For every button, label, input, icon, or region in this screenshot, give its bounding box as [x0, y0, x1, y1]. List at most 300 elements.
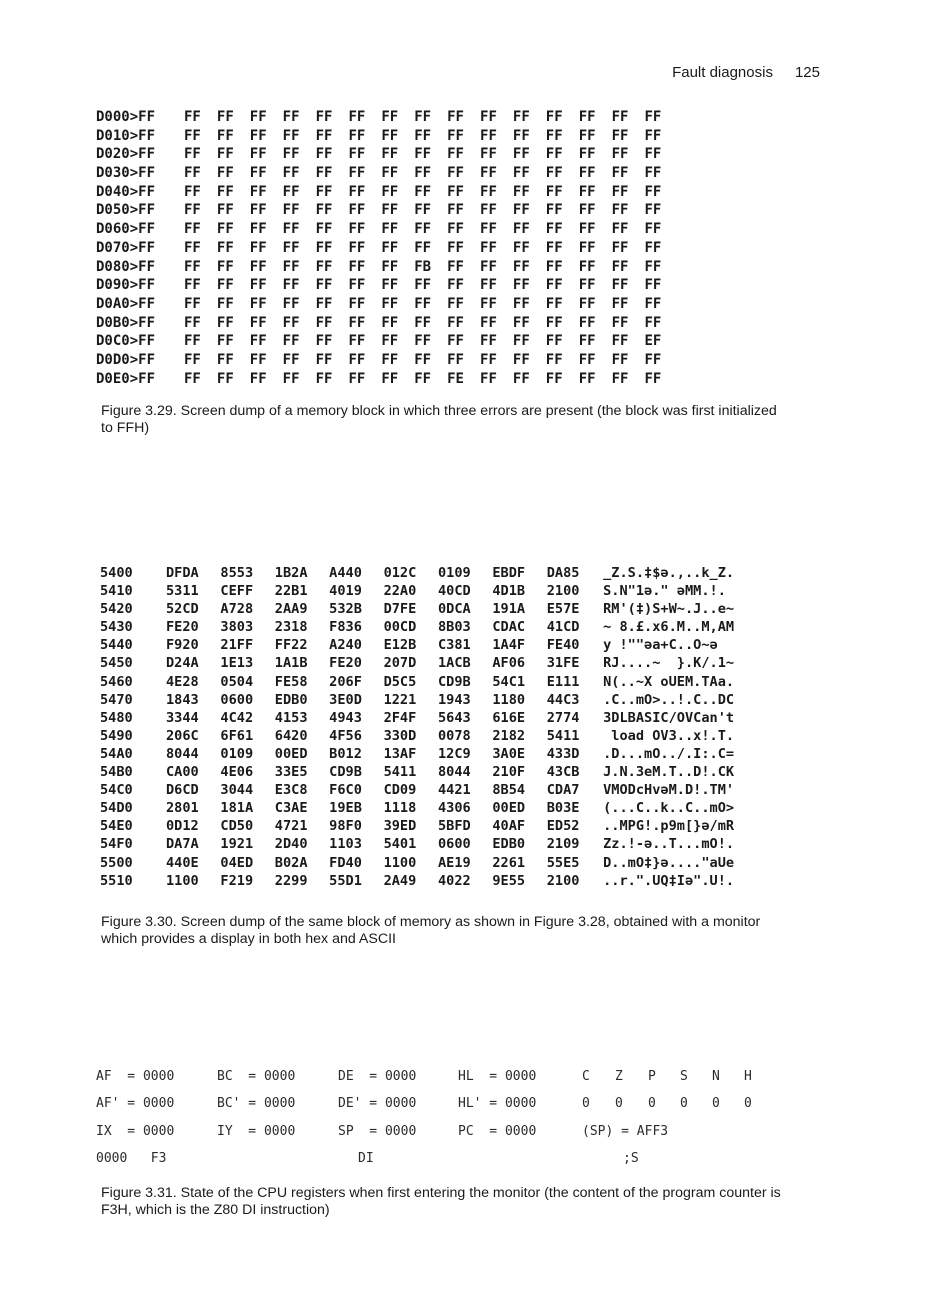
- dump-word: 210F: [492, 764, 526, 781]
- dump-byte: FF: [216, 351, 234, 368]
- dump-word: 12C9: [437, 745, 471, 762]
- dump-word: 4306: [437, 800, 471, 817]
- dump-byte: FF: [282, 295, 300, 312]
- dump-word: DFDA: [166, 565, 199, 581]
- dump-byte: FF: [447, 258, 464, 275]
- dump-word: 2AA9: [274, 601, 308, 618]
- dump-word: 1100: [383, 854, 417, 871]
- dump-byte: FF: [611, 221, 629, 238]
- dump-word: 5411: [546, 727, 580, 744]
- dump-byte: FF: [578, 165, 596, 182]
- dump-ascii: y !""əa+C..O~ə: [603, 637, 718, 654]
- dump-ascii: RM'(‡)S+W~.J..e~: [603, 601, 735, 618]
- dump-byte: FF: [545, 109, 563, 125]
- dump-row: [100, 618, 734, 636]
- dump-byte: FF: [249, 351, 267, 368]
- dump-word: 1843: [166, 691, 199, 708]
- register-cell: 0: [582, 1096, 590, 1112]
- dump-byte: FF: [611, 333, 629, 350]
- dump-word: 1A1B: [274, 655, 308, 672]
- dump-byte: FF: [216, 239, 234, 256]
- register-cell: PC = 0000: [458, 1123, 537, 1139]
- dump-byte: FF: [414, 239, 432, 256]
- dump-word: FE20: [329, 655, 362, 672]
- dump-word: 4721: [274, 818, 308, 835]
- dump-word: 00ED: [274, 745, 308, 762]
- dump-word: 1100: [166, 872, 199, 889]
- dump-byte: FF: [414, 295, 432, 312]
- dump-byte: FF: [545, 183, 563, 200]
- dump-word: 44C3: [546, 691, 580, 708]
- dump-byte: FF: [611, 314, 629, 331]
- dump-byte: FF: [414, 221, 432, 238]
- dump-byte: FF: [381, 165, 399, 182]
- dump-byte: FF: [578, 351, 596, 368]
- dump-byte: FF: [249, 314, 267, 331]
- dump-byte: FF: [315, 221, 333, 238]
- dump-byte: FF: [216, 295, 234, 312]
- dump-byte: FF: [644, 221, 662, 238]
- dump-word: 1ACB: [437, 655, 471, 672]
- dump-byte: FF: [249, 183, 267, 200]
- dump-row: [100, 763, 734, 781]
- dump-byte: FF: [414, 127, 432, 144]
- dump-byte: FF: [512, 127, 530, 144]
- dump-word: 181A: [220, 800, 254, 817]
- dump-address: D060>FF: [96, 221, 156, 238]
- dump-word: 433D: [546, 745, 580, 762]
- dump-byte: FF: [578, 202, 596, 219]
- dump-row: [100, 835, 734, 853]
- dump-word: 39ED: [383, 818, 417, 835]
- dump-ascii: .C..mO>..!.C..DC: [603, 691, 735, 708]
- dump-byte: FF: [611, 258, 629, 275]
- dump-row: [100, 781, 734, 799]
- dump-byte: FF: [315, 370, 333, 387]
- dump-word: 98F0: [329, 818, 362, 835]
- dump-word: DA85: [546, 565, 580, 581]
- dump-address: 54F0: [100, 836, 133, 853]
- dump-byte: FF: [381, 351, 399, 368]
- dump-byte: FF: [545, 351, 563, 368]
- dump-word: 5411: [383, 764, 417, 781]
- dump-address: D030>FF: [96, 165, 156, 182]
- register-cell: H: [744, 1069, 752, 1084]
- dump-address: 5500: [100, 854, 133, 871]
- dump-byte: FF: [184, 127, 201, 144]
- dump-row: [100, 854, 734, 872]
- dump-ascii: J.N.3eM.T..D!.CK: [603, 764, 735, 781]
- dump-byte: FF: [216, 109, 234, 125]
- dump-address: D080>FF: [96, 258, 156, 275]
- dump-byte: FF: [611, 277, 629, 294]
- dump-byte: FF: [348, 351, 366, 368]
- dump-word: B02A: [274, 854, 308, 871]
- dump-word: 6420: [274, 727, 308, 744]
- memory-dump-hex: [96, 108, 677, 388]
- dump-byte: FF: [249, 165, 267, 182]
- dump-byte: FF: [381, 239, 399, 256]
- dump-byte: FF: [545, 239, 563, 256]
- dump-byte: FF: [216, 314, 234, 331]
- dump-byte: FF: [381, 183, 399, 200]
- dump-byte: FF: [578, 370, 596, 387]
- dump-address: D040>FF: [96, 183, 156, 200]
- dump-word: C3AE: [274, 800, 308, 817]
- dump-ascii: load OV3..x!.T.: [603, 727, 735, 744]
- dump-word: 52CD: [166, 601, 199, 618]
- dump-byte: FF: [578, 277, 596, 294]
- dump-byte: FF: [545, 165, 563, 182]
- dump-word: CA00: [166, 764, 199, 781]
- dump-word: F920: [166, 637, 199, 654]
- dump-byte: FF: [348, 109, 366, 125]
- dump-address: 5440: [100, 637, 133, 654]
- dump-byte: FF: [184, 333, 201, 350]
- dump-row: [96, 183, 677, 202]
- dump-word: A440: [329, 565, 362, 581]
- dump-byte: FF: [578, 221, 596, 238]
- dump-byte: FF: [249, 370, 267, 387]
- dump-word: E3C8: [274, 782, 308, 799]
- dump-byte: FF: [414, 277, 432, 294]
- dump-byte: FF: [184, 370, 201, 387]
- dump-byte: FF: [480, 351, 497, 368]
- dump-word: 4D1B: [492, 583, 526, 600]
- dump-word: CEFF: [220, 583, 254, 600]
- dump-word: 191A: [492, 601, 526, 618]
- dump-byte: FF: [348, 239, 366, 256]
- dump-byte: FF: [216, 183, 234, 200]
- dump-address: 5420: [100, 601, 133, 618]
- dump-byte: FF: [545, 127, 563, 144]
- register-cell: ;S: [623, 1150, 639, 1166]
- dump-byte: FF: [315, 239, 333, 256]
- dump-byte: FF: [348, 165, 366, 182]
- dump-byte: FF: [381, 277, 399, 294]
- dump-word: D7FE: [383, 601, 417, 618]
- dump-word: 4019: [329, 583, 362, 600]
- dump-byte: FF: [611, 239, 629, 256]
- dump-byte: FF: [447, 165, 464, 182]
- register-cell: HL' = 0000: [458, 1096, 537, 1112]
- memory-dump-hex-ascii: [100, 564, 734, 890]
- dump-byte: FF: [480, 202, 497, 219]
- dump-byte: FF: [480, 277, 497, 294]
- dump-byte: FF: [381, 146, 399, 163]
- dump-byte: FF: [381, 370, 399, 387]
- dump-word: D5C5: [383, 673, 417, 690]
- dump-byte: FF: [184, 277, 201, 294]
- dump-byte: FF: [447, 295, 464, 312]
- dump-byte: FF: [644, 109, 662, 125]
- dump-word: 3803: [220, 619, 254, 636]
- dump-address: 54B0: [100, 764, 133, 781]
- dump-byte: FF: [282, 351, 300, 368]
- dump-address: 5410: [100, 583, 133, 600]
- dump-word: FE20: [166, 619, 199, 636]
- dump-address: 5430: [100, 619, 133, 636]
- dump-byte: FF: [348, 127, 366, 144]
- dump-byte: FF: [447, 127, 464, 144]
- dump-byte: FF: [216, 333, 234, 350]
- dump-row: [96, 164, 677, 183]
- dump-word: 41CD: [546, 619, 580, 636]
- dump-byte: FF: [545, 295, 563, 312]
- dump-word: 2109: [546, 836, 580, 853]
- dump-word: FE58: [274, 673, 308, 690]
- dump-byte: FF: [447, 239, 464, 256]
- dump-byte: FF: [282, 239, 300, 256]
- register-cell: 0000 F3: [96, 1150, 167, 1166]
- dump-row: [100, 872, 734, 890]
- dump-word: CDAC: [492, 619, 526, 636]
- register-row: [96, 1145, 796, 1172]
- dump-byte: FF: [611, 127, 629, 144]
- dump-byte: FF: [282, 109, 300, 125]
- dump-row: [100, 745, 734, 763]
- register-row: [96, 1063, 796, 1090]
- dump-row: [96, 370, 677, 389]
- dump-byte: FF: [348, 333, 366, 350]
- dump-row: [96, 201, 677, 220]
- dump-word: 1180: [492, 691, 526, 708]
- dump-ascii: _Z.S.‡$ə.,..k_Z.: [603, 565, 735, 581]
- dump-byte: FF: [184, 258, 201, 275]
- dump-word: 2774: [546, 709, 580, 726]
- dump-word: 2100: [546, 583, 580, 600]
- register-cell: HL = 0000: [458, 1069, 537, 1084]
- dump-row: [100, 817, 734, 835]
- dump-byte: FF: [480, 295, 497, 312]
- dump-byte: FF: [480, 146, 497, 163]
- dump-address: D010>FF: [96, 127, 156, 144]
- dump-row: [96, 239, 677, 258]
- dump-word: 3A0E: [492, 745, 526, 762]
- dump-byte: FF: [480, 314, 497, 331]
- register-cell: N: [712, 1069, 720, 1084]
- dump-ascii: D..mO‡}ə...."aUe: [603, 854, 735, 871]
- dump-byte: FF: [315, 146, 333, 163]
- dump-word: 19EB: [329, 800, 362, 817]
- dump-word: 1A4F: [492, 637, 526, 654]
- dump-word: 04ED: [220, 854, 254, 871]
- dump-byte: FF: [282, 333, 300, 350]
- dump-byte: FF: [545, 202, 563, 219]
- dump-word: 43CB: [546, 764, 580, 781]
- dump-address: D0C0>FF: [96, 333, 156, 350]
- dump-word: 206F: [329, 673, 362, 690]
- dump-word: 1943: [437, 691, 471, 708]
- register-row: [96, 1118, 796, 1145]
- dump-word: 0D12: [166, 818, 199, 835]
- dump-byte: FF: [381, 202, 399, 219]
- dump-word: 3E0D: [329, 691, 362, 708]
- dump-word: A240: [329, 637, 362, 654]
- dump-byte: FF: [512, 295, 530, 312]
- dump-byte: FF: [249, 127, 267, 144]
- dump-byte: FF: [249, 239, 267, 256]
- dump-byte: FF: [184, 221, 201, 238]
- dump-ascii: S.N"1ə." əMM.!.: [603, 583, 726, 600]
- dump-byte: FF: [414, 202, 432, 219]
- dump-byte: FF: [512, 202, 530, 219]
- dump-row: [100, 673, 734, 691]
- dump-word: 4022: [437, 872, 471, 889]
- dump-byte: FF: [414, 109, 432, 125]
- dump-byte: FF: [512, 351, 530, 368]
- dump-word: 40CD: [437, 583, 471, 600]
- dump-row: [100, 727, 734, 745]
- dump-byte: FF: [644, 239, 662, 256]
- dump-word: DA7A: [166, 836, 199, 853]
- dump-byte: FF: [249, 333, 267, 350]
- dump-byte: FF: [315, 127, 333, 144]
- dump-byte: FF: [447, 314, 464, 331]
- dump-row: [96, 258, 677, 277]
- dump-byte: FF: [644, 370, 662, 387]
- dump-ascii: ..r.".UQ‡Iə".U!.: [603, 872, 735, 889]
- dump-byte: FF: [184, 165, 201, 182]
- dump-word: 9E55: [492, 872, 526, 889]
- dump-byte: FF: [414, 146, 432, 163]
- dump-byte: FF: [611, 202, 629, 219]
- dump-byte: FF: [512, 314, 530, 331]
- dump-word: 4F56: [329, 727, 362, 744]
- dump-byte: FF: [216, 221, 234, 238]
- dump-address: 54C0: [100, 782, 133, 799]
- register-cell: DE' = 0000: [338, 1096, 417, 1112]
- register-cell: BC = 0000: [217, 1069, 296, 1084]
- dump-ascii: 3DLBASIC/OVCan't: [603, 709, 735, 726]
- dump-word: 22A0: [383, 583, 417, 600]
- dump-word: 0109: [220, 745, 254, 762]
- dump-word: 4C42: [220, 709, 254, 726]
- dump-ascii: Zz.!-ə..T...mO!.: [603, 836, 735, 853]
- dump-byte: FF: [578, 258, 596, 275]
- dump-byte: FF: [447, 277, 464, 294]
- register-cell: DI: [358, 1150, 374, 1166]
- dump-word: D6CD: [166, 782, 199, 799]
- dump-word: CD9B: [437, 673, 471, 690]
- register-cell: IY = 0000: [217, 1123, 296, 1139]
- page-number: 125: [794, 64, 820, 81]
- dump-byte: FF: [282, 146, 300, 163]
- register-cell: 0: [680, 1096, 688, 1112]
- dump-byte: FF: [282, 277, 300, 294]
- dump-word: F6C0: [329, 782, 362, 799]
- dump-byte: FF: [216, 165, 234, 182]
- dump-word: FD40: [329, 854, 362, 871]
- dump-byte: FF: [348, 370, 366, 387]
- dump-word: 5311: [166, 583, 199, 600]
- dump-byte: FF: [249, 277, 267, 294]
- dump-byte: FF: [249, 295, 267, 312]
- dump-byte: FF: [611, 183, 629, 200]
- dump-byte: FF: [545, 314, 563, 331]
- dump-byte: FF: [644, 351, 662, 368]
- dump-word: CDA7: [546, 782, 580, 799]
- dump-byte: FF: [447, 146, 464, 163]
- dump-byte: FF: [282, 183, 300, 200]
- dump-address: 5490: [100, 727, 133, 744]
- dump-byte: FF: [381, 333, 399, 350]
- dump-word: E57E: [546, 601, 580, 618]
- dump-address: D000>FF: [96, 109, 156, 125]
- dump-byte: FF: [512, 183, 530, 200]
- dump-byte: FF: [512, 333, 530, 350]
- dump-address: D020>FF: [96, 146, 156, 163]
- dump-word: 21FF: [220, 637, 254, 654]
- dump-address: 5400: [100, 565, 133, 581]
- dump-byte: FF: [578, 127, 596, 144]
- dump-byte: FF: [381, 109, 399, 125]
- dump-byte: FF: [512, 258, 530, 275]
- dump-byte: FF: [216, 146, 234, 163]
- dump-word: 4E06: [220, 764, 254, 781]
- dump-word: 8044: [166, 745, 199, 762]
- dump-byte: FF: [282, 221, 300, 238]
- dump-word: 5643: [437, 709, 471, 726]
- dump-byte: FF: [315, 183, 333, 200]
- dump-word: 5401: [383, 836, 417, 853]
- dump-row: [96, 295, 677, 314]
- dump-byte: FF: [348, 183, 366, 200]
- dump-word: A728: [220, 601, 254, 618]
- dump-byte: FF: [611, 295, 629, 312]
- dump-word: AF06: [492, 655, 526, 672]
- dump-word: 5BFD: [437, 818, 471, 835]
- dump-word: 1103: [329, 836, 362, 853]
- running-head: [672, 64, 820, 81]
- dump-word: D24A: [166, 655, 199, 672]
- dump-ascii: N(..~X oUEM.TAa.: [603, 673, 735, 690]
- dump-byte: FF: [282, 314, 300, 331]
- dump-byte: FF: [184, 295, 201, 312]
- dump-byte: FF: [447, 183, 464, 200]
- figure-3-30-caption: Figure 3.30. Screen dump of the same block of memory as shown in Figure 3.28, obtained with a monitor which provides a display in both hex and ASCII: [101, 914, 761, 947]
- dump-byte: FF: [512, 277, 530, 294]
- dump-byte: FF: [578, 146, 596, 163]
- register-cell: C: [582, 1069, 590, 1084]
- dump-byte: FF: [578, 239, 596, 256]
- dump-byte: FF: [611, 146, 629, 163]
- dump-word: 330D: [383, 727, 417, 744]
- dump-byte: FF: [512, 146, 530, 163]
- dump-word: AE19: [437, 854, 471, 871]
- dump-word: FE40: [546, 637, 580, 654]
- dump-word: 00CD: [383, 619, 417, 636]
- dump-word: 206C: [166, 727, 199, 744]
- dump-address: D0D0>FF: [96, 351, 156, 368]
- dump-row: [96, 351, 677, 370]
- dump-word: 8553: [220, 565, 254, 581]
- dump-byte: FF: [447, 221, 464, 238]
- dump-byte: FF: [381, 314, 399, 331]
- dump-byte: FF: [381, 258, 399, 275]
- dump-word: 2100: [546, 872, 580, 889]
- dump-word: 4E28: [166, 673, 199, 690]
- dump-address: 5480: [100, 709, 133, 726]
- dump-row: [96, 108, 677, 127]
- dump-word: E12B: [383, 637, 417, 654]
- dump-word: F219: [220, 872, 254, 889]
- dump-word: 3344: [166, 709, 199, 726]
- register-cell: S: [680, 1069, 688, 1084]
- dump-word: 207D: [383, 655, 417, 672]
- dump-word: C381: [437, 637, 471, 654]
- dump-word: ED52: [546, 818, 580, 835]
